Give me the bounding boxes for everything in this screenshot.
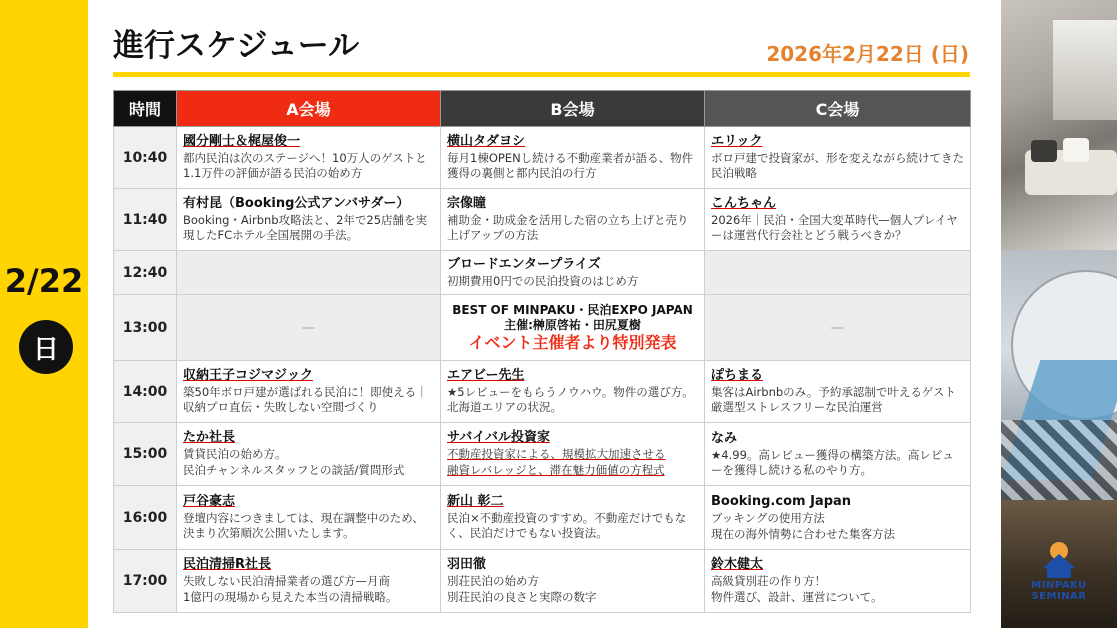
- session-cell: [441, 127, 705, 189]
- special-line2: 主催:榊原啓祐・田尻夏樹: [504, 317, 641, 332]
- speaker-name: エリック: [711, 134, 763, 150]
- time-cell: 15:00: [114, 423, 177, 486]
- session-desc: 築50年ボロ戸建が選ばれる民泊に！即使える｜収納プロ直伝・失敗しない空間づくり: [183, 385, 428, 415]
- session-cell: [441, 251, 705, 295]
- session-desc: 初期費用0円での民泊投資のはじめ方: [447, 273, 639, 288]
- session-desc: 融資レバレッジと、滞在魅力価値の方程式: [447, 463, 665, 478]
- session-cell: [441, 361, 705, 423]
- session-desc: 民泊チャンネルスタッフとの談話/質問形式: [183, 463, 405, 478]
- pillow-shape: [1031, 140, 1057, 162]
- table-row: [114, 361, 971, 423]
- special-announcement-cell: [441, 295, 705, 361]
- empty-cell: [705, 251, 971, 295]
- dome-photo: [1001, 250, 1117, 500]
- speaker-name: 鈴木健太: [711, 556, 764, 572]
- table-row: [114, 189, 971, 251]
- speaker-name: なみ: [711, 430, 738, 446]
- session-desc: 都内民泊は次のステージへ！10万人のゲストと1.1万件の評価が語る民泊の始め方: [183, 151, 427, 181]
- speaker-name: エアビー先生: [447, 368, 525, 384]
- side-weekday-badge: 日: [19, 320, 73, 374]
- session-desc: 物件選び、設計、運営について。: [711, 589, 883, 604]
- speaker-name: ぽちまる: [711, 368, 764, 384]
- speaker-name: 新山 彰二: [447, 494, 504, 509]
- right-photo-panel: [1001, 0, 1117, 628]
- header-venue-b: B会場: [441, 91, 705, 127]
- session-desc: ブッキングの使用方法: [711, 510, 825, 525]
- house-sun-icon: [1039, 540, 1079, 580]
- event-date: 2026年2月22日 (日): [766, 42, 969, 66]
- session-cell: [705, 423, 971, 486]
- stripe-shape: [1001, 420, 1117, 500]
- time-cell: 13:00: [114, 295, 177, 361]
- minpaku-seminar-logo: [1001, 540, 1117, 602]
- speaker-name: 有村昆（Booking公式アンバサダー）: [183, 196, 410, 212]
- speaker-name: 宗像瞳: [447, 196, 487, 212]
- session-cell: [177, 361, 441, 423]
- session-desc: ★5レビューをもらうノウハウ。物件の選び方。北海道エリアの状況。: [447, 385, 694, 415]
- session-cell: [441, 189, 705, 251]
- special-line3: イベント主催者より特別発表: [468, 332, 677, 352]
- header-venue-a: A会場: [177, 91, 441, 127]
- session-desc: 現在の海外情勢に合わせた集客方法: [711, 526, 895, 541]
- session-desc: Booking・Airbnb攻略法と、2年で25店舗を実現したFCホテル全国展開の手法。: [183, 213, 428, 243]
- session-cell: [177, 549, 441, 612]
- session-cell: [177, 127, 441, 189]
- speaker-name: 羽田徹: [447, 556, 487, 572]
- speaker-name: ブロードエンタープライズ: [447, 256, 601, 272]
- speaker-name: こんちゃん: [711, 196, 777, 212]
- time-cell: 10:40: [114, 127, 177, 189]
- session-desc: ★4.99。高レビュー獲得の構築方法。高レビューを獲得し続ける私のやり方。: [711, 447, 954, 477]
- header-time: 時間: [114, 91, 177, 127]
- interior-photo: [1001, 0, 1117, 250]
- speaker-name: たか社長: [183, 430, 236, 446]
- table-row: [114, 423, 971, 486]
- table-row: [114, 486, 971, 549]
- session-desc: 別荘民泊の始め方: [447, 573, 539, 588]
- session-desc: 賃貸民泊の始め方。: [183, 447, 287, 462]
- session-cell: [441, 423, 705, 486]
- window-shape: [1053, 20, 1117, 120]
- time-cell: 17:00: [114, 549, 177, 612]
- session-cell: [705, 361, 971, 423]
- session-desc: 登壇内容につきましては、現在調整中のため、決まり次第順次公開いたします。: [183, 511, 424, 540]
- session-cell: [705, 189, 971, 251]
- session-cell: [441, 549, 705, 612]
- session-desc: 補助金・助成金を活用した宿の立ち上げと売り上げアップの方法: [447, 213, 689, 243]
- empty-cell: —: [705, 295, 971, 361]
- speaker-name: サバイバル投資家: [447, 430, 550, 446]
- page-title: 進行スケジュール: [113, 28, 360, 64]
- speaker-name: 民泊清掃R社長: [183, 556, 272, 572]
- title-underline: [113, 72, 970, 77]
- logo-line1: MINPAKU: [1031, 580, 1087, 591]
- session-cell: [177, 189, 441, 251]
- special-line1: BEST OF MINPAKU・民泊EXPO JAPAN: [452, 302, 693, 317]
- session-desc: 別荘民泊の良さと実際の数字: [447, 589, 597, 604]
- table-row: [114, 549, 971, 612]
- session-desc: 2026年｜民泊・全国大変革時代—個人プレイヤーは運営代行会社とどう戦うべきか？: [711, 213, 958, 243]
- session-desc: 高級貸別荘の作り方！: [711, 573, 826, 588]
- session-cell: [705, 486, 971, 549]
- session-cell: [177, 486, 441, 549]
- speaker-name: 戸谷豪志: [183, 494, 236, 509]
- header-venue-c: C会場: [705, 91, 971, 127]
- session-cell: [177, 423, 441, 486]
- session-desc: 不動産投資家による、規模拡大加速させる: [447, 447, 666, 462]
- empty-cell: [177, 251, 441, 295]
- time-cell: 12:40: [114, 251, 177, 295]
- table-row: [114, 127, 971, 189]
- session-cell: [705, 127, 971, 189]
- table-header-row: [114, 91, 971, 127]
- side-date: 2/22: [4, 262, 84, 300]
- session-desc: ボロ戸建で投資家が、形を変えながら続けてきた民泊戦略: [711, 151, 964, 181]
- table-row: [114, 251, 971, 295]
- session-cell: [441, 486, 705, 549]
- time-cell: 16:00: [114, 486, 177, 549]
- logo-line2: SEMINAR: [1031, 591, 1087, 602]
- session-desc: 毎月1棟OPENし続ける不動産業者が語る、物件獲得の裏側と都内民泊の行方: [447, 151, 694, 181]
- schedule-table: [113, 90, 971, 613]
- session-cell: [705, 549, 971, 612]
- session-desc: 集客はAirbnbのみ。予約承認制で叶えるゲスト厳選型ストレスフリーな民泊運営: [711, 385, 956, 415]
- session-desc: 1億円の現場から見えた本当の清掃戦略。: [183, 589, 398, 604]
- speaker-name: 横山タダヨシ: [447, 134, 526, 150]
- session-desc: 民泊×不動産投資のすすめ。不動産だけでもなく、民泊だけでもない投資法。: [447, 511, 687, 540]
- session-desc: 失敗しない民泊清掃業者の選び方—月商: [183, 573, 390, 588]
- time-cell: 14:00: [114, 361, 177, 423]
- speaker-name: 國分剛士＆梶屋俊一: [183, 134, 301, 150]
- time-cell: 11:40: [114, 189, 177, 251]
- speaker-name: Booking.com Japan: [711, 493, 852, 509]
- left-yellow-band: [0, 0, 88, 628]
- table-row: [114, 295, 971, 361]
- speaker-name: 収納王子コジマジック: [183, 368, 314, 384]
- empty-cell: —: [177, 295, 441, 361]
- pillow-shape: [1063, 138, 1089, 162]
